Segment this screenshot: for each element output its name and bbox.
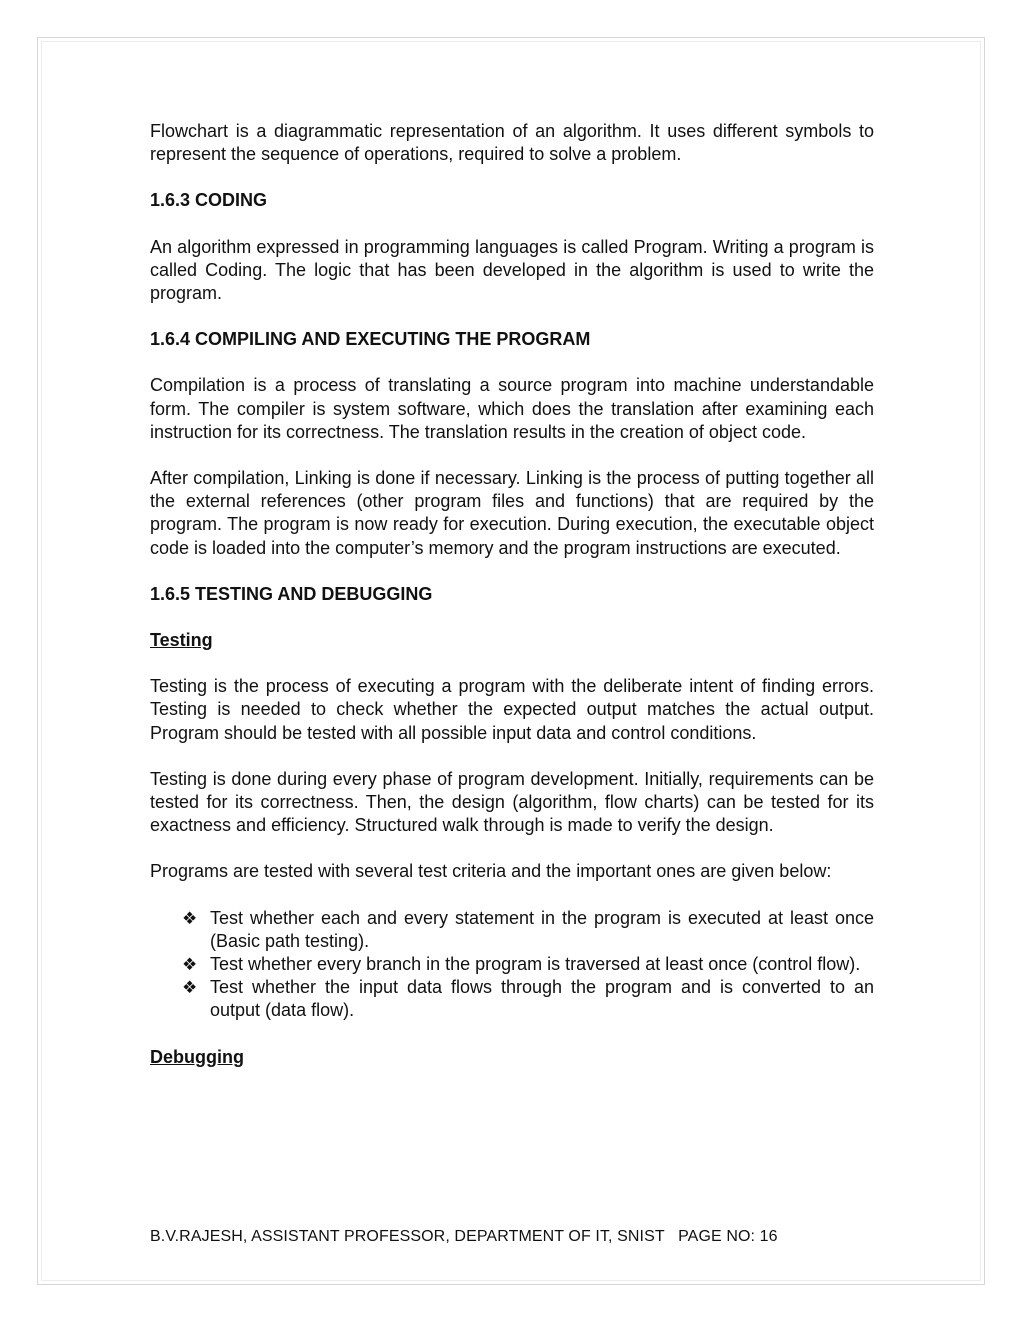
heading-coding: 1.6.3 CODING (150, 190, 268, 211)
list-item-text: Test whether every branch in the program is traversed at least once (control flow). (210, 954, 861, 975)
subheading-testing: Testing (150, 630, 213, 651)
paragraph-compilation: Compilation is a process of translating a source program into machine understandable form. The compiler is system software, which does the translation after examining each instruction for its correctness. The translation results in the creation of object code. (150, 375, 874, 442)
list-item-text: Test whether the input data flows through the program and is converted to an output (data flow). (210, 977, 874, 1021)
paragraph-coding: An algorithm expressed in programming languages is called Program. Writing a program is called Coding. The logic that has been developed in the algorithm is used to write the program. (150, 236, 874, 304)
paragraph-testing-definition: Testing is the process of executing a program with the deliberate intent of finding errors. Testing is needed to check whether the expected output matches the actual output. Program should be tested with all possible input data and control conditions. (150, 676, 874, 743)
heading-testing-debugging: 1.6.5 TESTING AND DEBUGGING (150, 583, 433, 604)
diamond-bullet-icon: ❖ (182, 978, 198, 998)
heading-compiling: 1.6.4 COMPILING AND EXECUTING THE PROGRAM (150, 329, 591, 350)
document-body (150, 120, 874, 1092)
subheading-debugging: Debugging (150, 1046, 244, 1067)
list-item (182, 976, 874, 1022)
list-item (182, 953, 874, 976)
test-criteria-list (150, 907, 874, 1023)
diamond-bullet-icon: ❖ (182, 955, 198, 975)
diamond-bullet-icon: ❖ (182, 908, 198, 928)
list-item (182, 907, 874, 953)
paragraph-testing-phases: Testing is done during every phase of program development. Initially, requirements can be tested for its correctness. Then, the design (algorithm, flow charts) can be tested for its exactness and efficiency. Structured walk through is made to verify the design. (150, 768, 874, 836)
list-item-text: Test whether each and every statement in the program is executed at least once (Basic path testing). (210, 907, 874, 951)
page-footer: B.V.RAJESH, ASSISTANT PROFESSOR, DEPARTMENT OF IT, SNIST PAGE NO: 16 (150, 1228, 778, 1245)
paragraph-flowchart: Flowchart is a diagrammatic representation of an algorithm. It uses different symbols to represent the sequence of operations, required to solve a problem. (150, 121, 874, 165)
paragraph-test-criteria: Programs are tested with several test criteria and the important ones are given below: (150, 861, 832, 882)
paragraph-linking: After compilation, Linking is done if necessary. Linking is the process of putting together all the external references (other program files and functions) that are required by the program. The program is now ready for execution. During execution, the executable object code is loaded into the computer’s memory and the program instructions are executed. (150, 468, 874, 558)
